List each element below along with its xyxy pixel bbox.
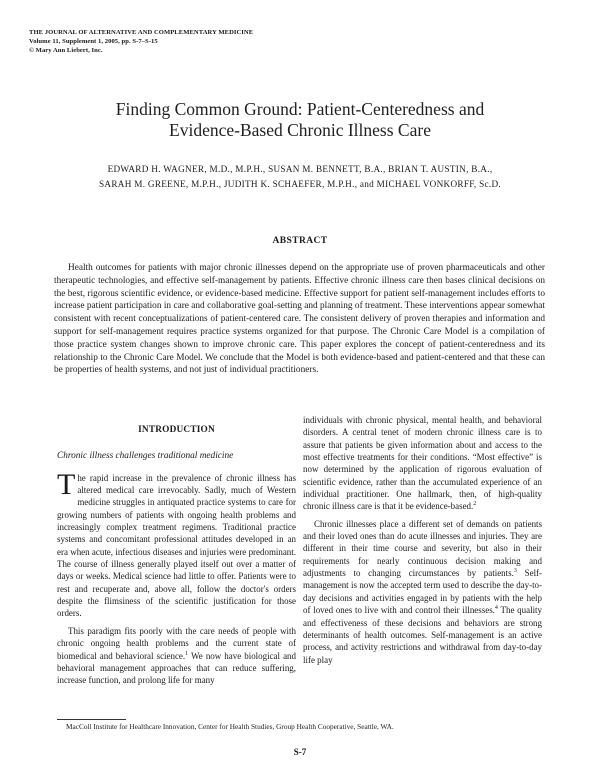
abstract-heading: ABSTRACT	[272, 236, 328, 246]
footnote-rule	[57, 719, 126, 720]
page-number: S-7	[293, 747, 307, 757]
intro-paragraph-4-text-a: Chronic illnesses place a different set of demands on patients and their loved ones than do acute illnesses and injuries. They are different in their time course and severity, but also in their requirements for nearly continuous decision making and adjustments to changing circumstances by patients.	[303, 518, 542, 579]
citation-1[interactable]: 1	[185, 650, 189, 657]
intro-paragraph-2-text-a: This paradigm fits poorly with the care needs of people with chronic ongoing health problems and the current state of biomedical and behavioral science.	[57, 625, 296, 661]
intro-paragraph-4-text-b: Self-management is now the accepted term used to describe the day-to-day decisions and activities engaged in by patients with the help of loved ones to live with and control their illnesses.	[303, 568, 543, 616]
intro-paragraph-4	[303, 518, 542, 666]
intro-paragraph-3	[303, 414, 542, 513]
intro-paragraph-2-text-b: We now have biological and behavioral management approaches that can reduce suffering, increase function, and prolong life for many	[57, 650, 296, 686]
intro-paragraph-2	[57, 625, 296, 687]
authors-line-1: EDWARD H. WAGNER, M.D., M.P.H., SUSAN M. BENNETT, B.A., BRIAN T. AUSTIN, B.A.,	[107, 164, 493, 174]
copyright: © Mary Ann Liebert, Inc.	[29, 47, 103, 54]
title-line-2: Evidence-Based Chronic Illness Care	[169, 120, 431, 140]
subsection-heading: Chronic illness challenges traditional medicine	[57, 451, 234, 462]
intro-paragraph-1	[57, 467, 296, 620]
intro-paragraph-4-text-c: The quality and effectiveness of these decisions and behaviors are strong determinants of health outcomes. Self-management is an active process, and activity restrictions and withdrawal from day-to-day life play	[303, 605, 543, 665]
citation-2[interactable]: 2	[473, 501, 477, 508]
intro-paragraph-1-text: he rapid increase in the prevalence of chronic illness has altered medical care irrevocably. Sadly, much of Western medicine struggles in antiquated practice systems to care for growing numbers of patients with ongoing health problems and increasingly complex treatment regimens. Traditional practice systems and concomitant professional attitudes developed in an era when acute, infectious diseases and injuries were predominant. The course of illness generally played itself out over a matter of days or weeks. Medical science had little to offer. Patients were to rest and recuperate and, above all, follow the doctor's orders despite the flimsiness of the scientific justification for those orders.	[57, 472, 296, 619]
citation-4[interactable]: 4	[494, 605, 498, 612]
introduction-heading: INTRODUCTION	[138, 425, 215, 435]
citation-3[interactable]: 3	[513, 568, 517, 575]
article-title	[60, 99, 540, 141]
authors-line-2: SARAH M. GREENE, M.P.H., JUDITH K. SCHAEFER, M.P.H., and MICHAEL VONKORFF, Sc.D.	[98, 179, 502, 189]
journal-name: THE JOURNAL OF ALTERNATIVE AND COMPLEMENTARY MEDICINE	[29, 29, 254, 36]
abstract-text: Health outcomes for patients with major chronic illnesses depend on the appropriate use of proven pharmaceuticals and other therapeutic technologies, and effective self-management by patients. Effective chronic illness care then bases clinical decisions on the best, rigorous scientific evidence, or evidence-based medicine. Effective support for patient self-management includes efforts to increase patient participation in care and collaborative goal-setting and planning of treatment. These interventions appear somewhat consistent with recent conceptualizations of patient-centered care. The consistent delivery of proven therapies and information and support for self-management requires practice systems organized for that purpose. The Chronic Care Model is a compilation of those practice system changes shown to improve chronic care. This paper explores the concept of patient-centeredness and its relationship to the Chronic Care Model. We conclude that the Model is both evidence-based and patient-centered and that these can be properties of health systems, and not just of individual practitioners.	[54, 263, 545, 376]
affiliation-footnote: MacColl Institute for Healthcare Innovation, Center for Health Studies, Group Health Cooperative, Seattle, WA.	[66, 722, 394, 731]
journal-masthead	[29, 28, 253, 55]
right-column	[303, 414, 542, 666]
volume-info: Volume 11, Supplement 1, 2005, pp. S-7–S-15	[29, 38, 158, 45]
title-line-1: Finding Common Ground: Patient-Centeredness and	[115, 99, 485, 119]
intro-paragraph-3-text: individuals with chronic physical, mental health, and behavioral disorders. A central tenet of modern chronic illness care is to assure that patients be given information about and access to the most effective treatments for their conditions. “Most effective” is now determined by the application of rigorous evaluation of scientific evidence, rather than the accumulated experience of an individual practitioner. One hallmark, then, of high-quality chronic illness care is that it be evidence-based.	[303, 415, 542, 512]
left-column	[57, 420, 296, 687]
author-list	[50, 162, 550, 192]
drop-cap: T	[57, 467, 76, 501]
